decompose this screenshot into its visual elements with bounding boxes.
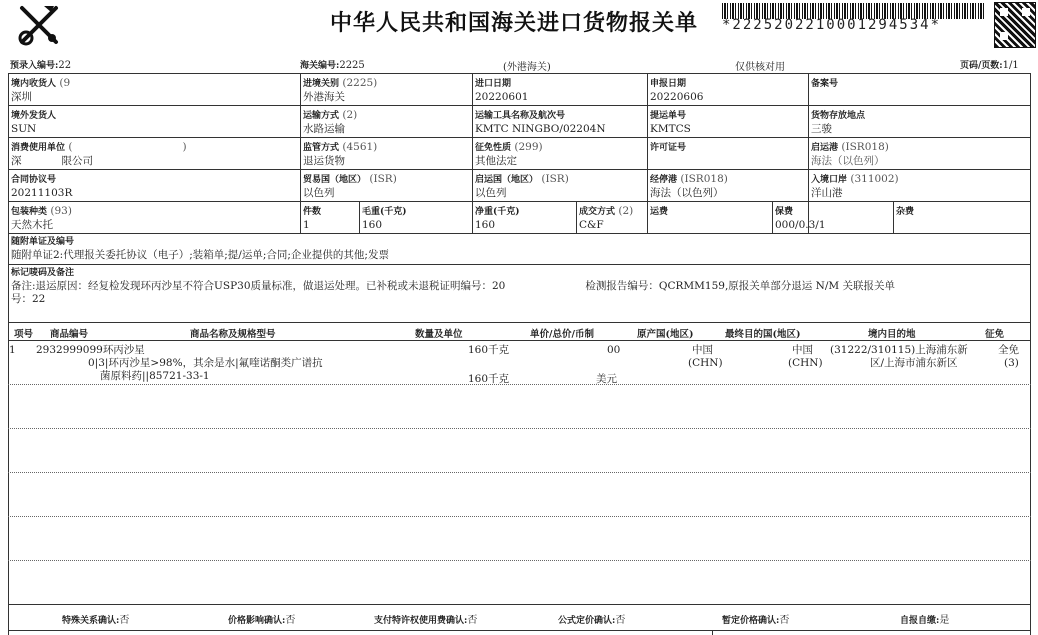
consumer-unit-field: 消费使用单位 ( ) 深 限公司 [11, 141, 187, 167]
item-currency: 美元 [596, 373, 617, 385]
attached-documents-field: 随附单证及编号 随附单证2:代理报关委托协议（电子）;装箱单;提/运单;合同;企业提供的其他;发票 [11, 237, 389, 261]
entry-customs-field: 进境关别 (2225) 外港海关 [303, 77, 378, 103]
freight-field: 运费 [650, 207, 669, 217]
col-commodity-name: 商品名称及规格型号 [190, 329, 276, 340]
col-levy: 征免 [985, 329, 1005, 340]
col-commodity-code: 商品编号 [50, 329, 89, 340]
license-number-field: 许可证号 [650, 143, 687, 153]
declare-date-field: 申报日期 20220606 [650, 79, 704, 103]
package-type-field: 包装种类 (93) 天然木托 [11, 205, 72, 231]
item-destination: 中国 [792, 344, 813, 356]
col-item-no: 项号 [14, 329, 34, 340]
item-origin-code: (CHN) [688, 357, 723, 369]
entry-port-field: 入境口岸 (311002) 洋山港 [811, 173, 899, 199]
pieces-field: 件数 1 [303, 207, 322, 231]
net-weight-field: 净重(千克) 160 [475, 207, 520, 231]
departure-port-field: 启运港 (ISR018) 海法（以色列） [811, 141, 889, 167]
item-domestic-2: 区/上海市浦东新区 [870, 357, 958, 369]
import-date-field: 进口日期 20220601 [475, 79, 529, 103]
royalty-confirm: 支付特许权使用费确认:否 [374, 615, 478, 626]
storage-place-field: 货物存放地点 三骏 [811, 111, 866, 135]
origin-country-field: 启运国（地区） (ISR) 以色列 [475, 173, 569, 199]
page-indicator: 页码/页数:1/1 [960, 60, 1019, 71]
consignee-field: 境内收货人 (9 深圳 [11, 77, 71, 103]
qr-code-icon [994, 2, 1036, 48]
remarks-field: 标记唛码及备注 备注:退运原因：经复检发现环丙沙星不符合USP30质量标准，做退运处理。已补税或未退税证明编号：20 检测报告编号：QCRMM159,原报关单部分退运 N/M 关联报关单 号：22 [11, 268, 895, 305]
provisional-price-confirm: 暂定价格确认:否 [722, 615, 790, 626]
levy-nature-field: 征免性质 (299) 其他法定 [475, 141, 543, 167]
col-domestic-destination: 境内目的地 [868, 329, 916, 340]
item-spec-line2: 菌原料药||85721-33-1 [100, 370, 210, 382]
gross-weight-field: 毛重(千克) 160 [362, 207, 407, 231]
transit-port-field: 经停港 (ISR018) 海法（以色列） [650, 173, 728, 199]
misc-fee-field: 杂费 [896, 207, 915, 217]
verify-only-label: 仅供核对用 [735, 62, 785, 73]
page-title: 中华人民共和国海关进口货物报关单 [330, 11, 699, 36]
self-report-confirm: 自报自缴:是 [900, 615, 950, 626]
item-no: 1 [9, 344, 16, 356]
contract-number-field: 合同协议号 20211103R [11, 175, 73, 199]
deal-mode-field: 成交方式 (2) C&F [579, 205, 634, 231]
bill-number-field: 提运单号 KMTCS [650, 111, 691, 135]
overseas-shipper-field: 境外发货人 SUN [11, 111, 57, 135]
customs-number: 海关编号:2225 [300, 60, 365, 71]
insurance-field: 保费 000/0.3/1 [775, 207, 826, 231]
item-price: 00 [607, 344, 621, 356]
item-qty-1: 160千克 [468, 344, 510, 356]
price-effect-confirm: 价格影响确认:否 [228, 615, 296, 626]
col-destination: 最终目的国(地区) [725, 329, 801, 340]
trade-country-field: 贸易国（地区） (ISR) 以色列 [303, 173, 397, 199]
item-spec-line1: 0|3|环丙沙星>98%，其余是水|氟喹诺酮类广谱抗 [88, 357, 323, 369]
item-qty-2: 160千克 [468, 373, 510, 385]
supervision-mode-field: 监管方式 (4561) 退运货物 [303, 141, 378, 167]
item-code-name: 2932999099环丙沙星 [36, 344, 145, 356]
col-price: 单价/总价/币制 [530, 329, 594, 340]
transport-mode-field: 运输方式 (2) 水路运输 [303, 109, 358, 135]
transport-tool-field: 运输工具名称及航次号 KMTC NINGBO/02204N [475, 111, 606, 135]
col-origin: 原产国(地区) [637, 329, 694, 340]
formula-pricing-confirm: 公式定价确认:否 [558, 615, 626, 626]
record-number-field: 备案号 [811, 79, 839, 89]
col-quantity: 数量及单位 [415, 329, 463, 340]
preentry-number: 预录入编号:22 [10, 60, 72, 71]
special-relation-confirm: 特殊关系确认:否 [62, 615, 130, 626]
item-levy-code: (3) [1004, 357, 1019, 369]
item-origin: 中国 [692, 344, 713, 356]
item-domestic-1: (31222/310115)上海浦东新 [830, 344, 968, 356]
item-destination-code: (CHN) [788, 357, 823, 369]
item-levy: 全免 [998, 344, 1019, 356]
barcode-number: *2225202210001294534* [722, 17, 942, 33]
customs-emblem-icon [14, 2, 64, 48]
customs-name: (外港海关) [503, 62, 551, 73]
